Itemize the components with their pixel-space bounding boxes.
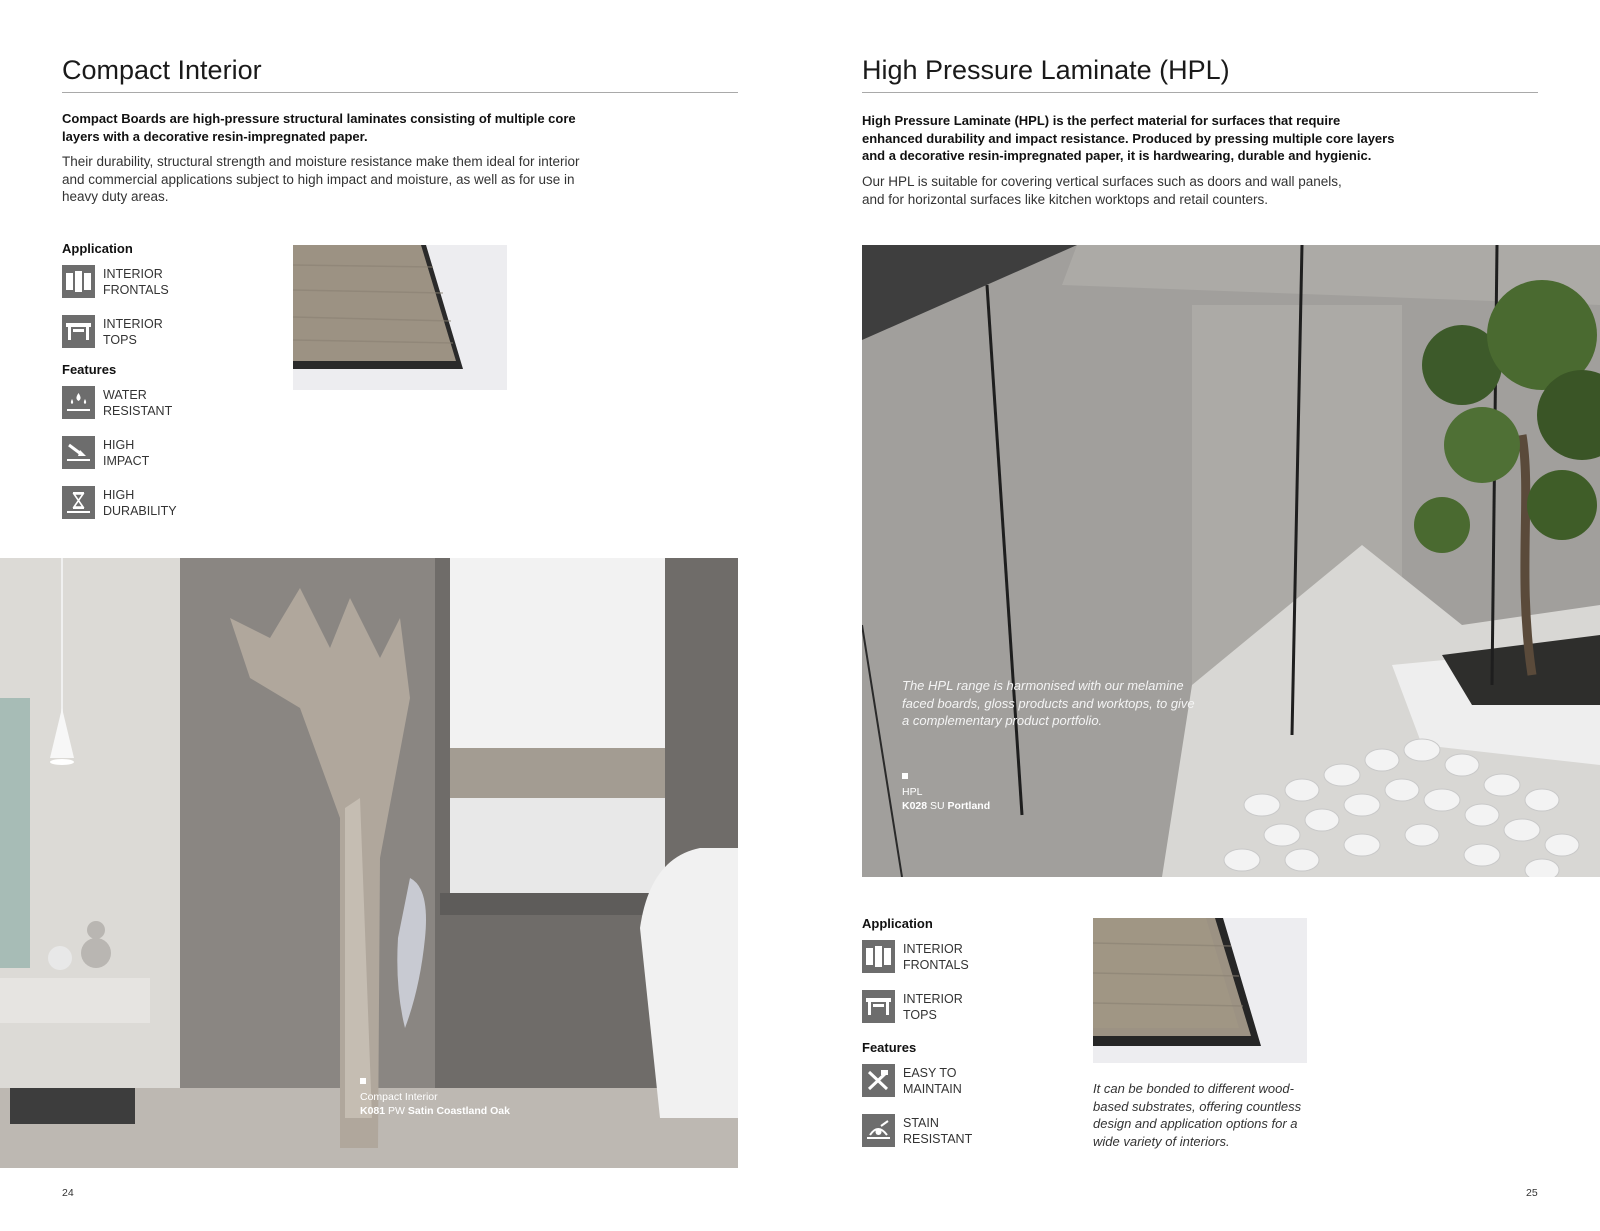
feature-item-water-resistant xyxy=(62,386,213,419)
feature-label: WATER RESISTANT xyxy=(103,387,173,418)
feature-item-stain-resistant xyxy=(862,1114,1013,1147)
photo-credit-left xyxy=(360,1078,510,1118)
title-divider xyxy=(62,92,738,93)
application-heading: Application xyxy=(862,916,933,931)
credit-decor-line: K028 SU Portland xyxy=(902,800,991,812)
feature-item-easy-to-maintain xyxy=(862,1064,1013,1097)
features-heading: Features xyxy=(62,362,117,377)
feature-label: HIGH IMPACT xyxy=(103,437,150,468)
credit-decor-line: K081 PW Satin Coastland Oak xyxy=(360,1105,510,1117)
application-label: INTERIOR FRONTALS xyxy=(103,266,169,297)
feature-label: STAIN RESISTANT xyxy=(903,1115,973,1146)
high-impact-icon xyxy=(62,436,95,469)
intro-body-text: Our HPL is suitable for covering vertical surfaces such as doors and wall panels, and for horizontal surfaces like kitchen worktops and retail counters. xyxy=(862,174,1342,207)
stain-resistant-icon xyxy=(862,1114,895,1147)
intro-lead-text: High Pressure Laminate (HPL) is the perfect material for surfaces that require enhanced durability and impact resistance. Produced by pressing multiple core layers and a decorative resin-impregnated paper, it is hardwearing, durable and hygienic. xyxy=(862,113,1395,163)
credit-marker xyxy=(902,773,908,779)
page-title-hpl: High Pressure Laminate (HPL) xyxy=(862,55,1230,85)
features-heading: Features xyxy=(862,1040,917,1055)
intro-body-text: Their durability, structural strength and moisture resistance make them ideal for interior and commercial applications subject to high impact and moisture, as well as for use in heavy duty areas. xyxy=(62,154,580,204)
water-resistant-icon xyxy=(62,386,95,419)
sample-caption: It can be bonded to different wood-based substrates, offering countless design and application options for a wide variety of interiors. xyxy=(1093,1081,1302,1149)
application-item-interior-frontals xyxy=(862,940,1013,973)
interior-frontals-icon xyxy=(62,265,95,298)
application-item-interior-tops xyxy=(862,990,1013,1023)
easy-to-maintain-icon xyxy=(862,1064,895,1097)
interior-tops-icon xyxy=(862,990,895,1023)
feature-item-high-impact xyxy=(62,436,213,469)
application-item-interior-tops xyxy=(62,315,213,348)
page-title-compact-interior: Compact Interior xyxy=(62,55,262,85)
hpl-sample-image xyxy=(1093,918,1307,1063)
interior-tops-icon xyxy=(62,315,95,348)
compact-interior-room-photo xyxy=(0,558,738,1168)
title-divider xyxy=(862,92,1538,93)
photo-credit-right xyxy=(902,773,990,813)
high-durability-icon xyxy=(62,486,95,519)
hpl-photo-note: The HPL range is harmonised with our melamine faced boards, gloss products and worktops, to give a complementary product portfolio. xyxy=(902,678,1195,728)
application-item-interior-frontals xyxy=(62,265,213,298)
feature-item-high-durability xyxy=(62,486,213,519)
application-label: INTERIOR TOPS xyxy=(903,991,963,1022)
hpl-wall-panel-photo xyxy=(862,245,1600,877)
application-label: INTERIOR TOPS xyxy=(103,316,163,347)
compact-board-sample-image xyxy=(293,245,507,390)
application-label: INTERIOR FRONTALS xyxy=(903,941,969,972)
feature-label: HIGH DURABILITY xyxy=(103,487,177,518)
credit-marker xyxy=(360,1078,366,1084)
credit-range: Compact Interior xyxy=(360,1091,438,1103)
credit-range: HPL xyxy=(902,786,923,798)
page-number-right: 25 xyxy=(1526,1187,1538,1199)
interior-frontals-icon xyxy=(862,940,895,973)
page-number-left: 24 xyxy=(62,1187,74,1199)
application-heading: Application xyxy=(62,241,133,256)
intro-lead-text: Compact Boards are high-pressure structural laminates consisting of multiple core layers with a decorative resin-impregnated paper. xyxy=(62,111,576,144)
feature-label: EASY TO MAINTAIN xyxy=(903,1065,962,1096)
